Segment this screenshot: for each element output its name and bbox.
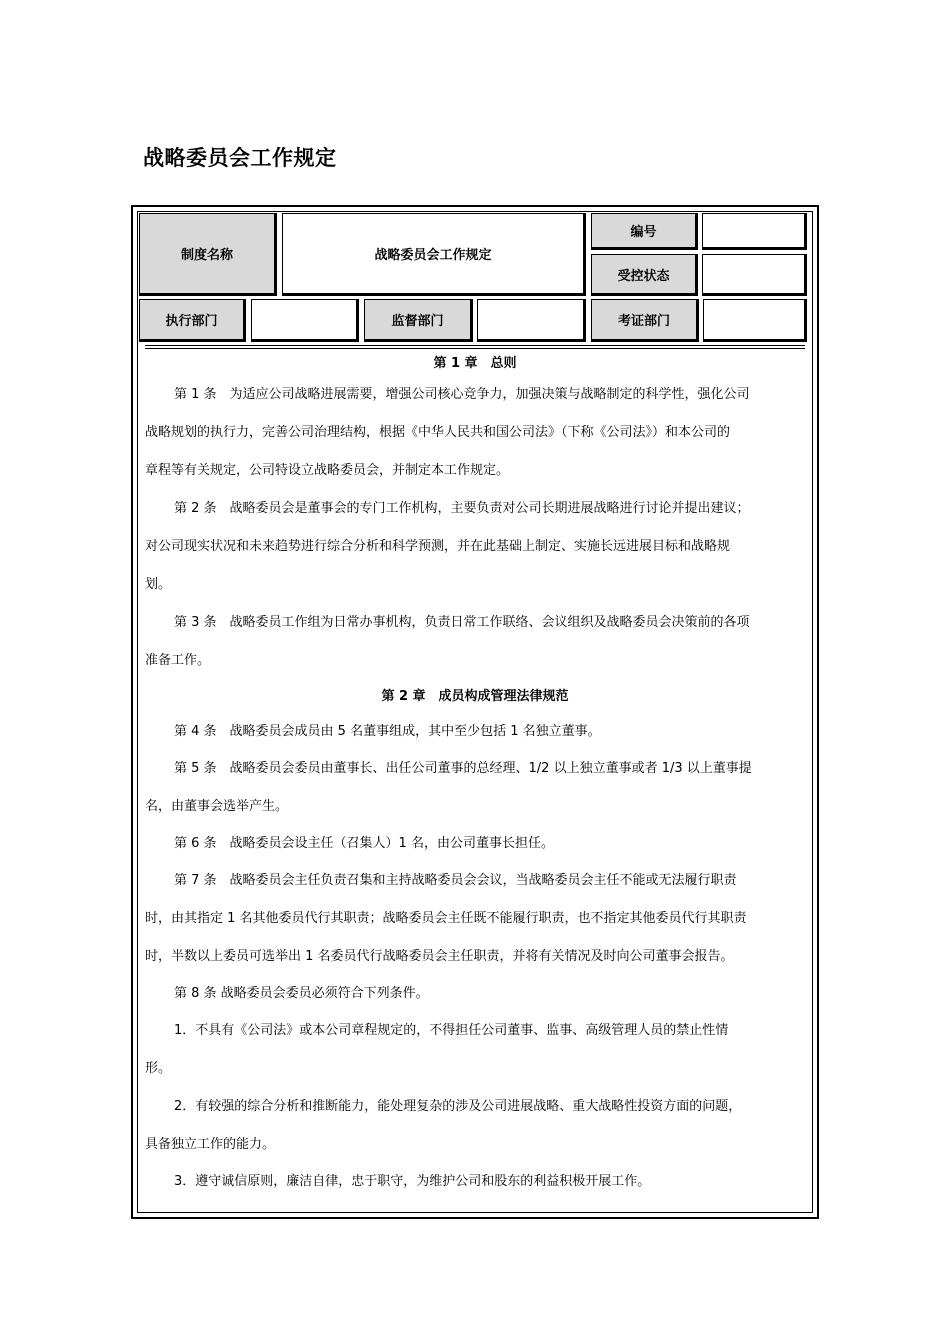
exec-dept-label: 执行部门 (139, 299, 246, 342)
article-5-line-1: 第 5 条 战略委员会委员由董事长、出任公司董事的总经理、1/2 以上独立董事或者 1/3 以上董事提 (174, 761, 752, 776)
condition-1-line-2: 形。 (145, 1061, 172, 1076)
verify-dept-label: 考证部门 (591, 299, 699, 342)
condition-3: 3．遵守诚信原则，廉洁自律，忠于职守，为维护公司和股东的利益积极开展工作。 (174, 1174, 651, 1189)
article-6: 第 6 条 战略委员会设主任（召集人）1 名，由公司董事长担任。 (174, 836, 554, 851)
chapter-2-heading: 第 2 章 成员构成管理法律规范 (381, 689, 569, 704)
article-3-line-1: 第 3 条 战略委员工作组为日常办事机构，负责日常工作联络、会议组织及战略委员会决策前的各项 (174, 615, 750, 630)
supervise-dept-label: 监督部门 (364, 299, 473, 342)
condition-2-line-1: 2．有较强的综合分析和推断能力，能处理复杂的涉及公司进展战略、重大战略性投资方面的问题， (174, 1099, 742, 1114)
article-1-line-2: 战略规划的执行力，完善公司治理结构，根据《中华人民共和国公司法》（下称《公司法》）和本公司的 (145, 425, 731, 440)
article-2-line-3: 划。 (145, 577, 172, 592)
verify-dept-value (703, 299, 807, 342)
system-name-label: 制度名称 (139, 213, 277, 296)
article-2-line-2: 对公司现实状况和未来趋势进行综合分析和科学预测，并在此基础上制定、实施长远进展目标和战略规 (145, 539, 731, 554)
number-value (702, 213, 807, 250)
article-1-line-1: 第 1 条 为适应公司战略进展需要，增强公司核心竞争力，加强决策与战略制定的科学性，强化公司 (174, 387, 750, 402)
system-name-value: 战略委员会工作规定 (282, 213, 586, 296)
status-label: 受控状态 (591, 254, 698, 296)
article-7-line-3: 时，半数以上委员可选举出 1 名委员代行战略委员会主任职责，并将有关情况及时向公司董事会报告。 (145, 949, 734, 964)
condition-2-line-2: 具备独立工作的能力。 (145, 1137, 276, 1152)
article-5-line-2: 名，由董事会选举产生。 (145, 799, 289, 814)
article-2-line-1: 第 2 条 战略委员会是董事会的专门工作机构，主要负责对公司长期进展战略进行讨论并提出建议； (174, 501, 750, 516)
condition-1-line-1: 1．不具有《公司法》或本公司章程规定的，不得担任公司董事、监事、高级管理人员的禁止性情 (174, 1023, 729, 1038)
article-1-line-3: 章程等有关规定，公司特设立战略委员会，并制定本工作规定。 (145, 463, 510, 478)
exec-dept-value (251, 299, 359, 342)
article-4: 第 4 条 战略委员会成员由 5 名董事组成，其中至少包括 1 名独立董事。 (174, 724, 601, 739)
supervise-dept-value (477, 299, 586, 342)
number-label: 编号 (591, 213, 698, 250)
document-title: 战略委员会工作规定 (143, 146, 337, 170)
article-3-line-2: 准备工作。 (145, 653, 211, 668)
status-value (702, 254, 807, 296)
document-body (145, 352, 805, 1200)
header-separator (145, 345, 805, 349)
article-8: 第 8 条 战略委员会委员必须符合下列条件。 (174, 986, 429, 1001)
article-7-line-2: 时，由其指定 1 名其他委员代行其职责；战略委员会主任既不能履行职责，也不指定其他委员代行其职责 (145, 911, 747, 926)
article-7-line-1: 第 7 条 战略委员会主任负责召集和主持战略委员会会议，当战略委员会主任不能或无法履行职责 (174, 873, 737, 888)
chapter-1-heading: 第 1 章 总则 (433, 356, 517, 371)
